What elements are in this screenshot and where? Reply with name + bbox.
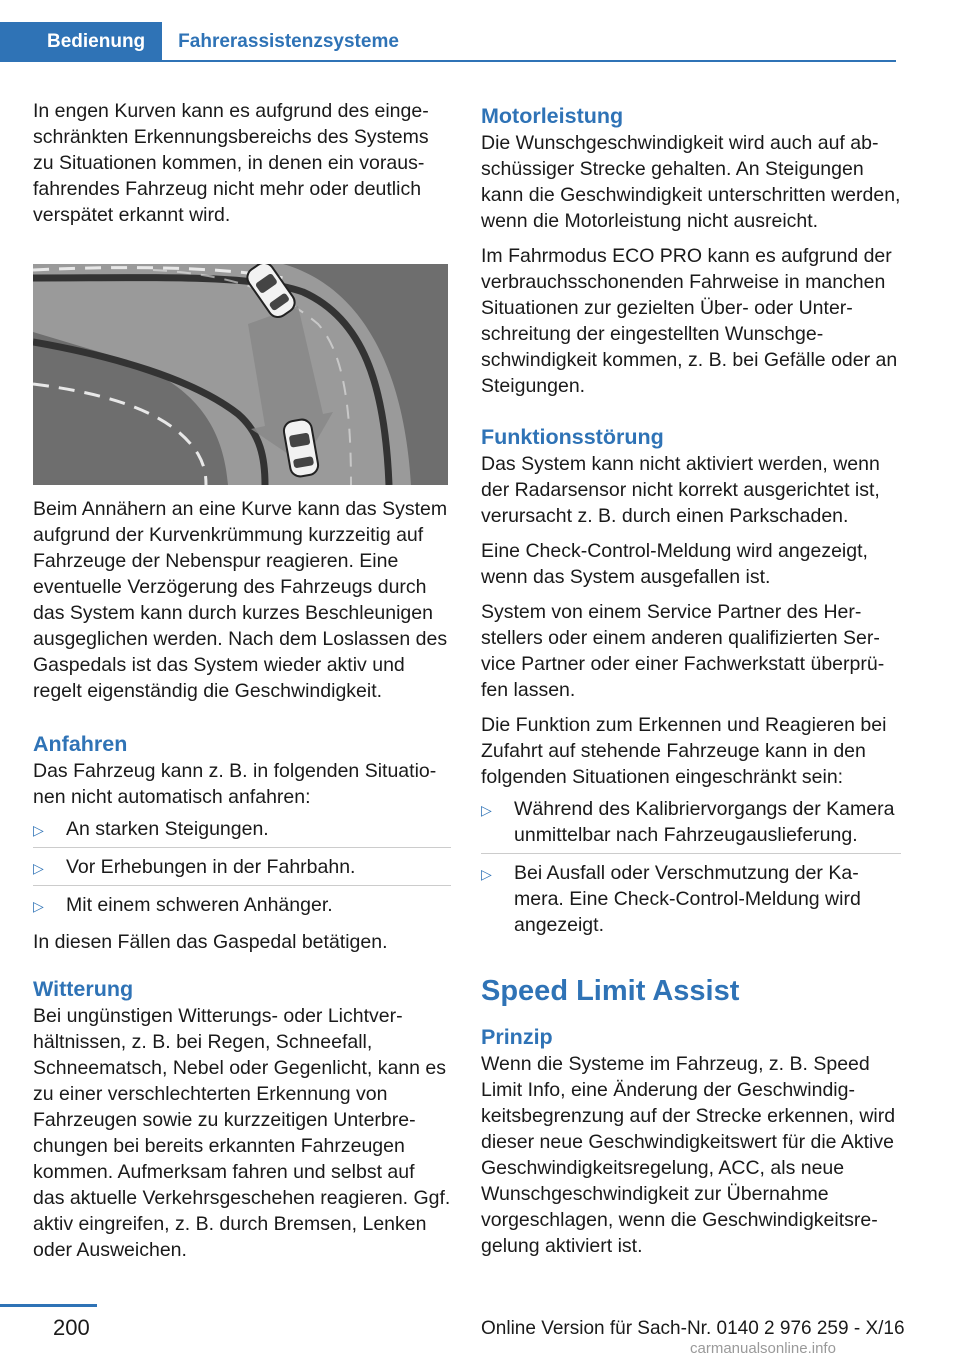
header-tabs xyxy=(0,22,415,62)
bullet-icon: ▷ xyxy=(481,802,492,818)
motorleistung-p1: Die Wunschgeschwindigkeit wird auch auf abschüssiger Strecke gehalten. An Steigungen kann die Geschwindigkeit unterschritten werden, wenn die Motorleistung nicht ausreicht. xyxy=(481,132,901,232)
watermark: carmanualsonline.info xyxy=(690,1340,836,1357)
curve-illustration xyxy=(33,264,448,485)
anfahren-list xyxy=(33,816,451,923)
funktionsstoerung-p1: Das System kann nicht aktiviert werden, wenn der Radarsensor nicht korrekt ausgerichtet ist, verursacht z. B. durch einen Parkschaden. xyxy=(481,453,880,527)
list-item: ▷ Bei Ausfall oder Verschmutzung der Kamera. Eine Check-Control-Meldung wird angezeigt. xyxy=(481,862,861,936)
list-item: ▷ Mit einem schweren Anhänger. xyxy=(33,892,451,923)
heading-prinzip: Prinzip xyxy=(481,1025,553,1049)
funktionsstoerung-p2: Eine Check-Control-Meldung wird angezeigt, wenn das System ausgefallen ist. xyxy=(481,540,868,588)
tab-fahrerassistenzsysteme[interactable]: Fahrerassistenzsysteme xyxy=(178,31,399,52)
heading-witterung: Witterung xyxy=(33,977,134,1001)
left-column xyxy=(33,98,451,1272)
funktionsstoerung-p3: System von einem Service Partner des Herstellers oder einem anderen qualifizierten Service Partner oder einer Fachwerkstatt überprüfen lassen. xyxy=(481,601,885,701)
bullet-icon: ▷ xyxy=(481,866,492,882)
section-title-speed-limit-assist: Speed Limit Assist xyxy=(481,975,740,1007)
heading-motorleistung: Motorleistung xyxy=(481,104,624,128)
page-number: 200 xyxy=(53,1315,90,1340)
footer-divider xyxy=(0,1304,97,1307)
anfahren-text: Das Fahrzeug kann z. B. in folgenden Situationen nicht automatisch anfahren: xyxy=(33,760,437,808)
anfahren-after: In diesen Fällen das Gaspedal betätigen. xyxy=(33,931,388,953)
bullet-icon: ▷ xyxy=(33,860,44,876)
heading-anfahren: Anfahren xyxy=(33,732,128,756)
list-item: ▷ Vor Erhebungen in der Fahrbahn. xyxy=(33,854,451,886)
header-divider xyxy=(0,60,896,62)
footer-note: Online Version für Sach-Nr. 0140 2 976 259 - X/16 xyxy=(481,1318,905,1339)
funktionsstoerung-list xyxy=(481,796,901,943)
witterung-text: Bei ungünstigen Witterungs- oder Lichtverhältnissen, z. B. bei Regen, Schneefall, Schneematsch, Nebel oder Gegenlicht, kann es zu einer verschlechterten Erkennung von Fahrzeugen sowie zu kurzzeitigen Unterbrechungen bei bereits erkannten Fahrzeugen kommen. Aufmerksam fahren und selbst auf das aktuelle Verkehrsgeschehen reagieren. Ggf. aktiv eingreifen, z. B. durch Bremsen, Lenken oder Ausweichen. xyxy=(33,1005,451,1261)
funktionsstoerung-p4: Die Funktion zum Erkennen und Reagieren bei Zufahrt auf stehende Fahrzeuge kann in den folgenden Situationen eingeschränkt sein: xyxy=(481,714,887,788)
heading-funktionsstoerung: Funktionsstörung xyxy=(481,425,664,449)
right-column xyxy=(481,102,901,1268)
list-item: ▷ An starken Steigungen. xyxy=(33,816,451,848)
intro-paragraph: In engen Kurven kann es aufgrund des eingeschränkten Erkennungsbereichs des Systems zu Situationen kommen, in denen ein vorausfahrendes Fahrzeug nicht mehr oder deutlich verspätet erkannt wird. xyxy=(33,100,429,226)
motorleistung-p2: Im Fahrmodus ECO PRO kann es aufgrund der verbrauchsschonenden Fahrweise in manchen Situationen zur gezielten Über- oder Unterschreitung der eingestellten Wunschgeschwindigkeit kommen, z. B. bei Gefälle oder an Steigungen. xyxy=(481,245,898,397)
prinzip-text: Wenn die Systeme im Fahrzeug, z. B. Speed Limit Info, eine Änderung der Geschwindigkeitsbegrenzung auf der Strecke erkennen, wird dieser neue Geschwindigkeitswert für die Aktive Geschwindigkeitsregelung, ACC, als neue Wunschgeschwindigkeit zur Übernahme vorgeschlagen, wenn die Geschwindigkeitsregelung aktiviert ist. xyxy=(481,1053,896,1257)
tab-bedienung[interactable]: Bedienung xyxy=(0,22,162,62)
bullet-icon: ▷ xyxy=(33,898,44,914)
bullet-icon: ▷ xyxy=(33,822,44,838)
curve-paragraph: Beim Annähern an eine Kurve kann das System aufgrund der Kurvenkrümmung kurzzeitig auf Fahrzeuge der Nebenspur reagieren. Eine eventuelle Verzögerung des Fahrzeugs durch das System kann durch kurzes Beschleunigen ausgeglichen werden. Nach dem Loslassen des Gaspedals ist das System wieder aktiv und regelt eigenständig die Geschwindigkeit. xyxy=(33,498,448,702)
list-item: ▷ Während des Kalibriervorgangs der Kamera unmittelbar nach Fahrzeugauslieferung. xyxy=(481,796,901,854)
